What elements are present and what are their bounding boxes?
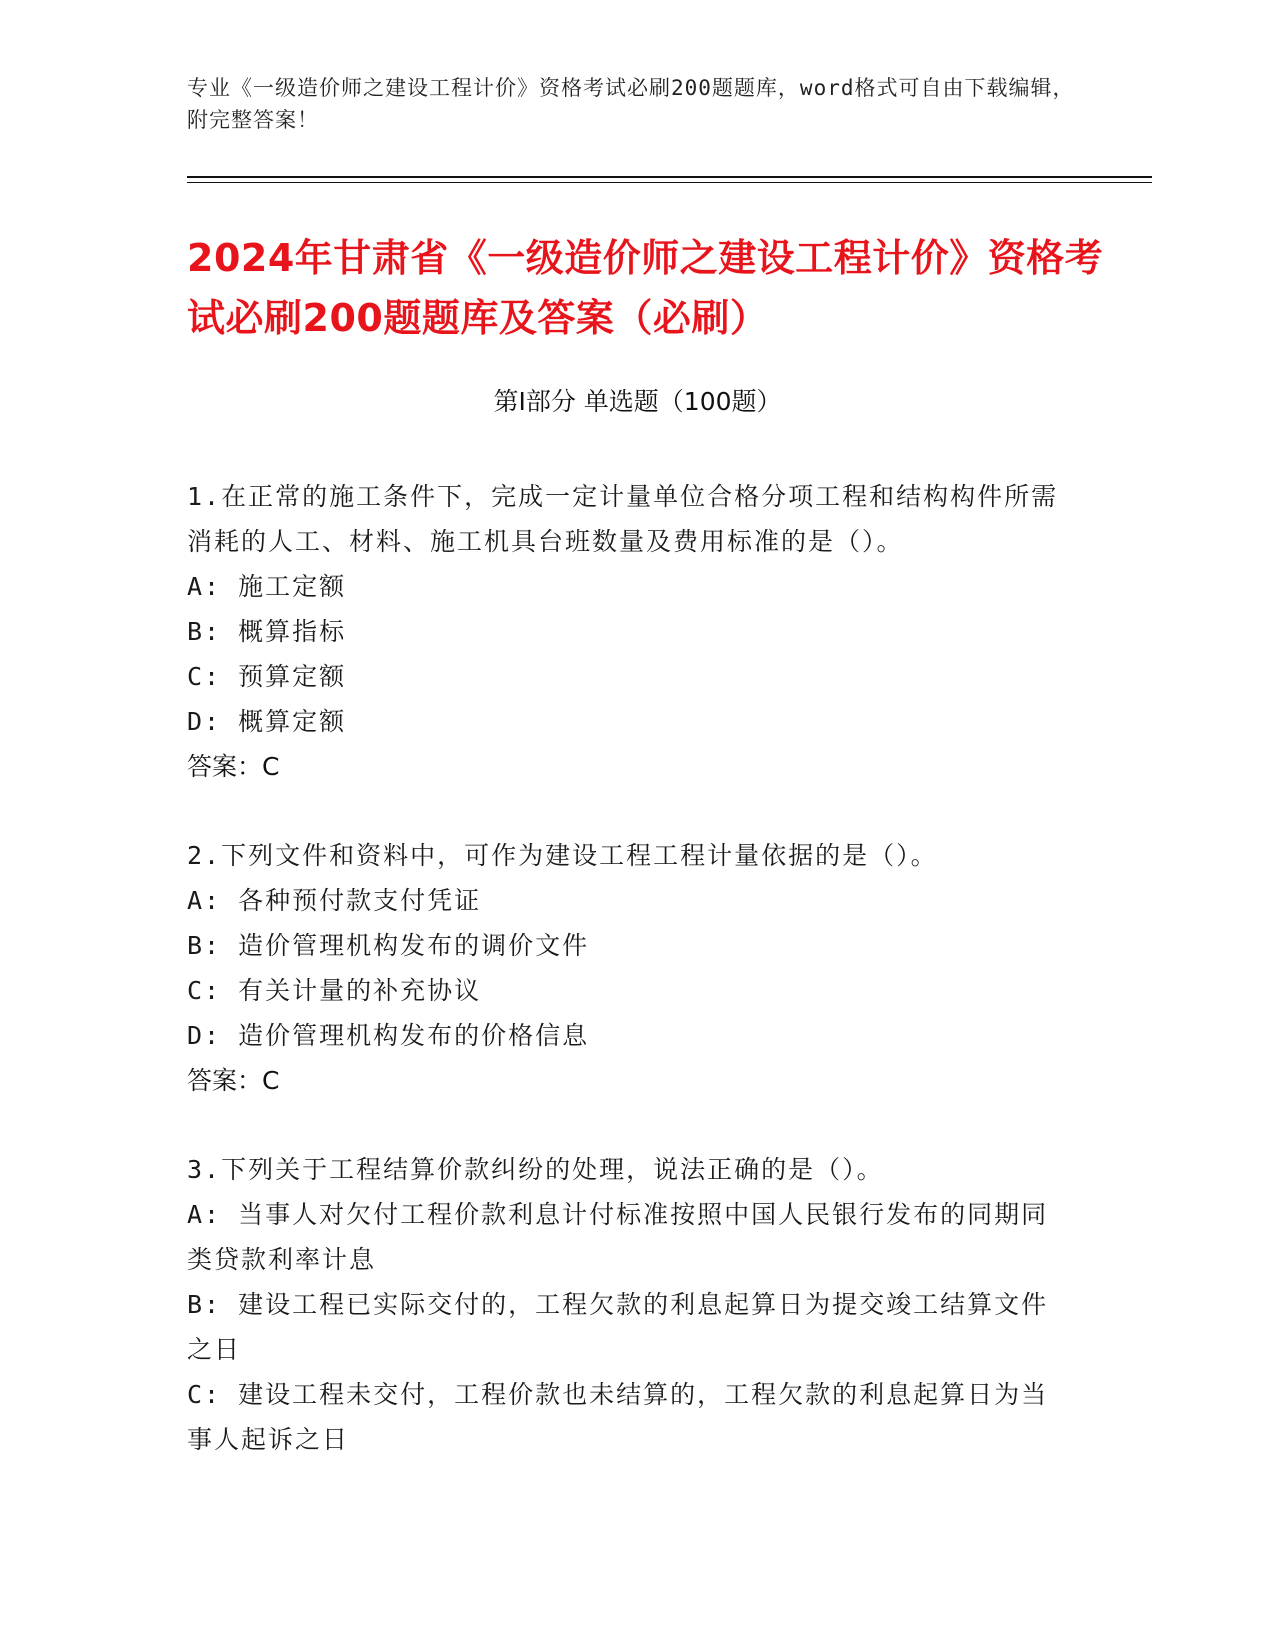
option-a: A: 施工定额 [187,572,347,601]
question-3 [187,1147,1067,1462]
question-list [187,474,1067,1506]
section-heading: 第Ⅰ部分 单选题（100题） [493,387,782,416]
answer: 答案：C [187,1066,280,1095]
option-b: B: 造价管理机构发布的调价文件 [187,931,590,960]
option-c: C: 有关计量的补充协议 [187,976,482,1005]
option-c: C: 预算定额 [187,662,347,691]
option-a: A: 当事人对欠付工程价款利息计付标准按照中国人民银行发布的同期同类贷款利率计息 [187,1200,1049,1274]
question-1 [187,474,1067,789]
option-b: B: 概算指标 [187,617,347,646]
option-c: C: 建设工程未交付，工程价款也未结算的，工程欠款的利息起算日为当事人起诉之日 [187,1380,1049,1454]
question-stem: 1.在正常的施工条件下，完成一定计量单位合格分项工程和结构构件所需消耗的人工、材料、施工机具台班数量及费用标准的是（）。 [187,482,1059,556]
answer: 答案：C [187,752,280,781]
question-2 [187,833,1067,1103]
header-note: 专业《一级造价师之建设工程计价》资格考试必刷200题题库，word格式可自由下载编辑，附完整答案！ [187,76,1075,132]
question-stem: 3.下列关于工程结算价款纠纷的处理，说法正确的是（）。 [187,1155,884,1184]
header-divider-thin [187,182,1152,183]
header-divider-thick [187,176,1152,178]
option-a: A: 各种预付款支付凭证 [187,886,482,915]
option-d: D: 概算定额 [187,707,347,736]
question-stem: 2.下列文件和资料中，可作为建设工程工程计量依据的是（）。 [187,841,938,870]
option-d: D: 造价管理机构发布的价格信息 [187,1021,590,1050]
document-title: 2024年甘肃省《一级造价师之建设工程计价》资格考试必刷200题题库及答案（必刷） [187,236,1104,340]
option-b: B: 建设工程已实际交付的，工程欠款的利息起算日为提交竣工结算文件之日 [187,1290,1049,1364]
